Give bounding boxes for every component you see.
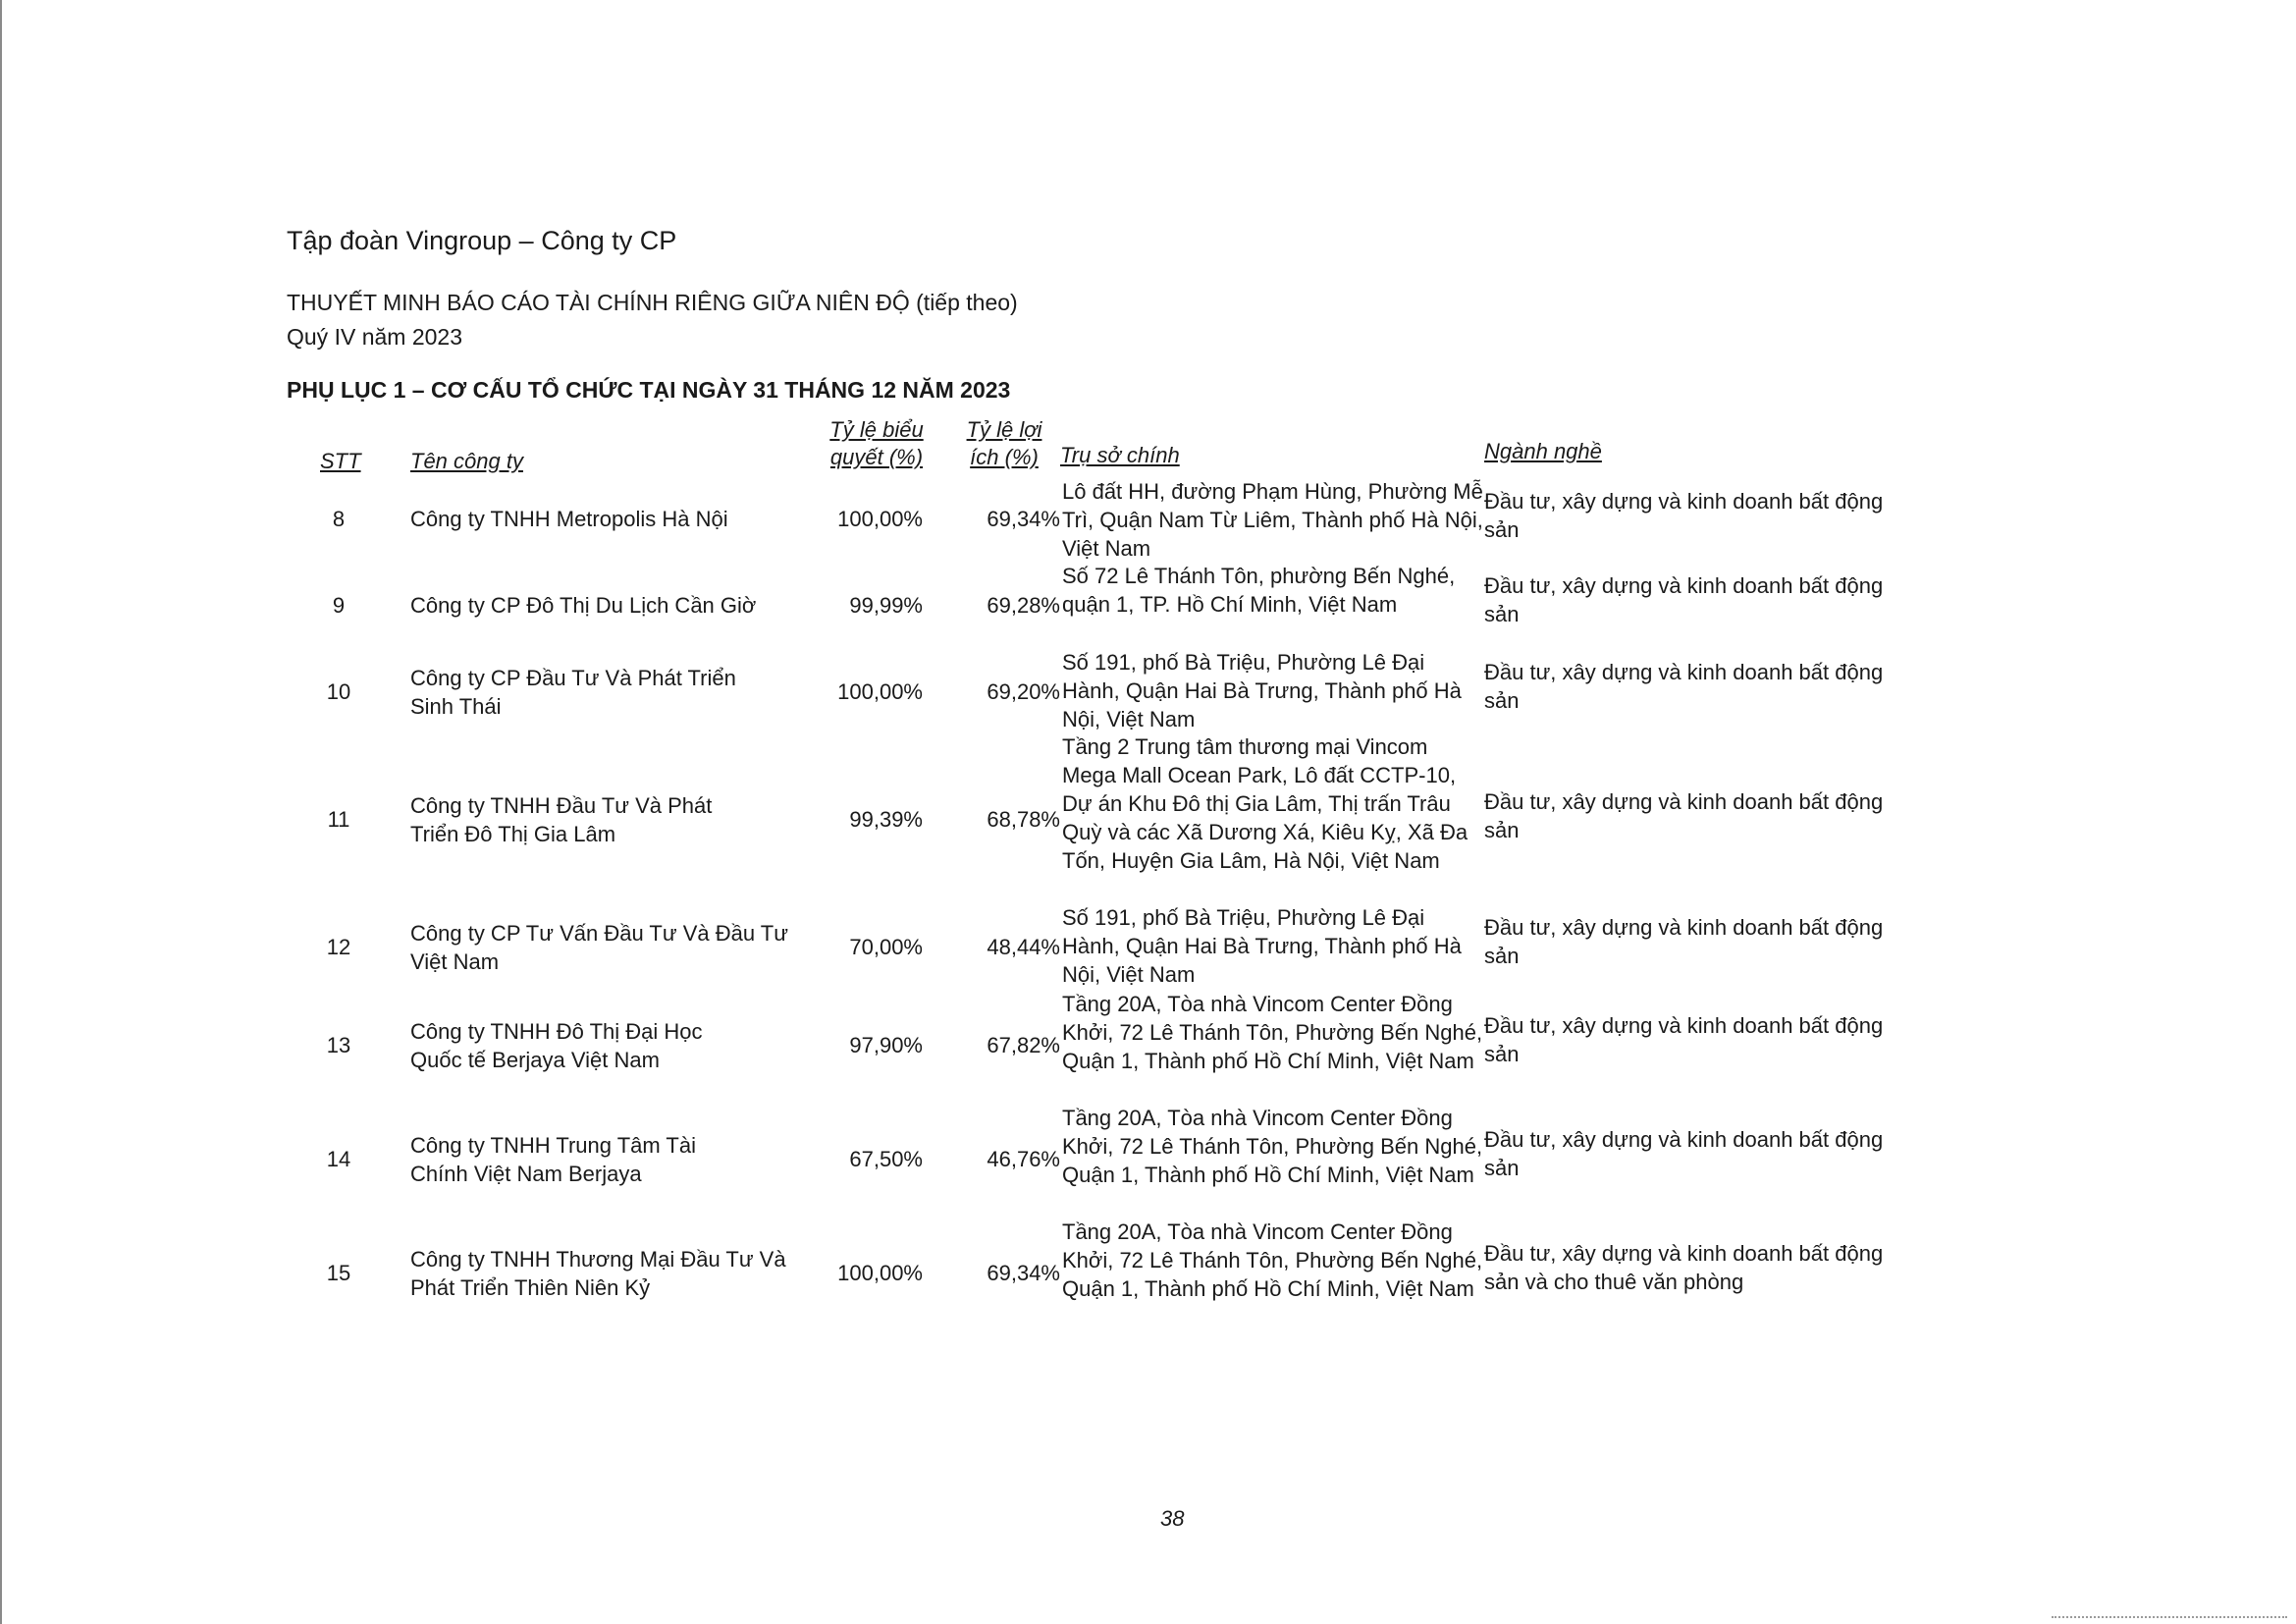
- row-interest-ratio: 69,34%: [987, 507, 1060, 531]
- table-row: [285, 1104, 1895, 1218]
- row-industry: Đầu tư, xây dựng và kinh doanh bất động sản: [1484, 660, 1884, 713]
- row-head-office: Số 191, phố Bà Triệu, Phường Lê Đại Hành, Quận Hai Bà Trưng, Thành phố Hà Nội, Việt Nam: [1062, 905, 1462, 987]
- row-company-name: Công ty CP Tư Vấn Đầu Tư Và Đầu Tư Việt Nam: [410, 921, 788, 974]
- row-stt: 12: [326, 935, 351, 959]
- row-industry: Đầu tư, xây dựng và kinh doanh bất động sản: [1484, 915, 1884, 968]
- appendix-title: PHỤ LỤC 1 – CƠ CẤU TỔ CHỨC TẠI NGÀY 31 THÁNG 12 NĂM 2023: [287, 377, 1011, 403]
- scan-left-border: [0, 0, 2, 1624]
- table-row: [285, 1218, 1895, 1335]
- table-row: [285, 732, 1895, 903]
- row-head-office: Lô đất HH, đường Phạm Hùng, Phường Mễ Trì, Quận Nam Từ Liêm, Thành phố Hà Nội, Việt Nam: [1062, 479, 1483, 561]
- row-company-name: Công ty TNHH Thương Mại Đầu Tư Và Phát Triển Thiên Niên Kỷ: [410, 1247, 786, 1300]
- row-head-office: Tầng 2 Trung tâm thương mại Vincom Mega Mall Ocean Park, Lô đất CCTP-10, Dự án Khu Đô thị Gia Lâm, Thị trấn Trâu Quỳ và các Xã Dương Xá, Kiêu Kỵ, Xã Đa Tốn, Huyện Gia Lâm, Hà Nội, Việt Nam: [1062, 734, 1468, 873]
- row-industry: Đầu tư, xây dựng và kinh doanh bất động sản: [1484, 789, 1884, 842]
- row-head-office: Tầng 20A, Tòa nhà Vincom Center Đồng Khởi, 72 Lê Thánh Tôn, Phường Bến Nghé, Quận 1, Thành phố Hồ Chí Minh, Việt Nam: [1062, 1219, 1483, 1301]
- column-header-company-name: Tên công ty: [410, 449, 523, 473]
- subsidiaries-table: [285, 412, 1895, 1335]
- row-head-office: Tầng 20A, Tòa nhà Vincom Center Đồng Khởi, 72 Lê Thánh Tôn, Phường Bến Nghé, Quận 1, Thành phố Hồ Chí Minh, Việt Nam: [1062, 1106, 1483, 1187]
- row-company-name: Công ty TNHH Đô Thị Đại Học Quốc tế Berjaya Việt Nam: [410, 1019, 703, 1072]
- row-head-office: Số 72 Lê Thánh Tôn, phường Bến Nghé, quận 1, TP. Hồ Chí Minh, Việt Nam: [1062, 564, 1456, 617]
- row-interest-ratio: 68,78%: [987, 807, 1060, 832]
- row-industry: Đầu tư, xây dựng và kinh doanh bất động sản: [1484, 1127, 1884, 1180]
- company-name: Tập đoàn Vingroup – Công ty CP: [287, 226, 677, 255]
- row-industry: Đầu tư, xây dựng và kinh doanh bất động sản: [1484, 573, 1884, 626]
- column-header-voting-ratio: Tỷ lệ biểu quyết (%): [829, 417, 924, 469]
- row-voting-ratio: 100,00%: [837, 679, 923, 704]
- table-header: [285, 412, 1895, 475]
- row-stt: 15: [326, 1261, 351, 1285]
- row-company-name: Công ty TNHH Metropolis Hà Nội: [410, 507, 728, 531]
- row-interest-ratio: 48,44%: [987, 935, 1060, 959]
- row-voting-ratio: 70,00%: [849, 935, 923, 959]
- table-row: [285, 648, 1895, 732]
- report-period: Quý IV năm 2023: [287, 324, 462, 350]
- row-interest-ratio: 46,76%: [987, 1147, 1060, 1171]
- table-row: [285, 475, 1895, 562]
- row-voting-ratio: 100,00%: [837, 1261, 923, 1285]
- row-interest-ratio: 69,34%: [987, 1261, 1060, 1285]
- row-voting-ratio: 99,39%: [849, 807, 923, 832]
- column-header-head-office: Trụ sở chính: [1060, 443, 1180, 467]
- row-company-name: Công ty CP Đô Thị Du Lịch Cần Giờ: [410, 593, 757, 618]
- row-industry: Đầu tư, xây dựng và kinh doanh bất động sản: [1484, 489, 1884, 542]
- row-company-name: Công ty TNHH Trung Tâm Tài Chính Việt Nam Berjaya: [410, 1133, 696, 1186]
- row-stt: 9: [332, 593, 346, 618]
- row-voting-ratio: 100,00%: [837, 507, 923, 531]
- row-interest-ratio: 69,28%: [987, 593, 1060, 618]
- row-head-office: Số 191, phố Bà Triệu, Phường Lê Đại Hành, Quận Hai Bà Trưng, Thành phố Hà Nội, Việt Nam: [1062, 650, 1462, 731]
- table-row: [285, 562, 1895, 648]
- column-header-industry: Ngành nghề: [1484, 439, 1602, 463]
- row-stt: 13: [326, 1033, 351, 1057]
- page-number: 38: [1160, 1506, 1185, 1531]
- row-stt: 10: [326, 679, 351, 704]
- column-header-interest-ratio: Tỷ lệ lợi ích (%): [966, 417, 1042, 469]
- row-company-name: Công ty TNHH Đầu Tư Và Phát Triển Đô Thị Gia Lâm: [410, 793, 713, 846]
- row-voting-ratio: 97,90%: [849, 1033, 923, 1057]
- row-stt: 14: [326, 1147, 351, 1171]
- row-industry: Đầu tư, xây dựng và kinh doanh bất động sản: [1484, 1013, 1884, 1066]
- row-industry: Đầu tư, xây dựng và kinh doanh bất động sản và cho thuê văn phòng: [1484, 1241, 1884, 1294]
- scan-bottom-artifact: [2052, 1616, 2287, 1620]
- row-interest-ratio: 69,20%: [987, 679, 1060, 704]
- row-voting-ratio: 99,99%: [849, 593, 923, 618]
- table-row: [285, 903, 1895, 990]
- row-company-name: Công ty CP Đầu Tư Và Phát Triển Sinh Thái: [410, 666, 736, 719]
- row-head-office: Tầng 20A, Tòa nhà Vincom Center Đồng Khởi, 72 Lê Thánh Tôn, Phường Bến Nghé, Quận 1, Thành phố Hồ Chí Minh, Việt Nam: [1062, 992, 1483, 1073]
- notes-title: THUYẾT MINH BÁO CÁO TÀI CHÍNH RIÊNG GIỮA NIÊN ĐỘ (tiếp theo): [287, 290, 1018, 315]
- row-voting-ratio: 67,50%: [849, 1147, 923, 1171]
- row-stt: 8: [332, 507, 346, 531]
- row-interest-ratio: 67,82%: [987, 1033, 1060, 1057]
- column-header-stt: STT: [320, 449, 361, 473]
- row-stt: 11: [327, 807, 350, 832]
- table-row: [285, 990, 1895, 1104]
